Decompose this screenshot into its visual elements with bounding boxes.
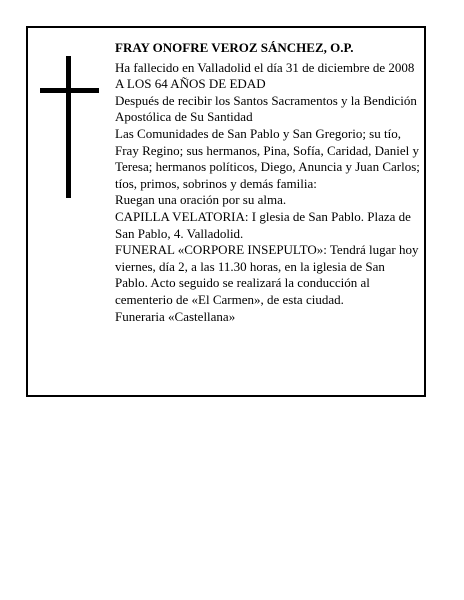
cross-vertical-bar bbox=[66, 56, 71, 198]
deceased-name: FRAY ONOFRE VEROZ SÁNCHEZ, O.P. bbox=[115, 40, 354, 55]
funeral-home: Funeraria «Castellana» bbox=[115, 308, 236, 324]
obituary-notice bbox=[26, 26, 426, 397]
sacraments-statement: Después de recibir los Santos Sacramentos y la Bendición Apostólica de Su Santidad bbox=[115, 92, 417, 125]
chapel-info: CAPILLA VELATORIA: I glesia de San Pablo. Plaza de San Pablo, 4. Valladolid. bbox=[115, 208, 411, 241]
cross-horizontal-bar bbox=[40, 88, 99, 93]
prayer-request: Ruegan una oración por su alma. bbox=[115, 192, 287, 208]
age-statement: A LOS 64 AÑOS DE EDAD bbox=[115, 76, 266, 92]
obituary-text bbox=[115, 40, 420, 325]
funeral-info: FUNERAL «CORPORE INSEPULTO»: Tendrá lugar hoy viernes, día 2, a las 11.30 horas, en la iglesia de San Pablo. Acto seguido se realizará la conducción al cementerio de «El Carmen», de esta ciudad. bbox=[115, 242, 419, 307]
family-statement: Las Comunidades de San Pablo y San Gregorio; su tío, Fray Regino; sus hermanos, Pina, Sofía, Caridad, Daniel y Teresa; hermanos políticos, Diego, Anuncia y Juan Carlos; tíos, primos, sobrinos y demás familia: bbox=[115, 125, 420, 191]
death-statement: Ha fallecido en Valladolid el día 31 de diciembre de 2008 bbox=[115, 59, 415, 75]
